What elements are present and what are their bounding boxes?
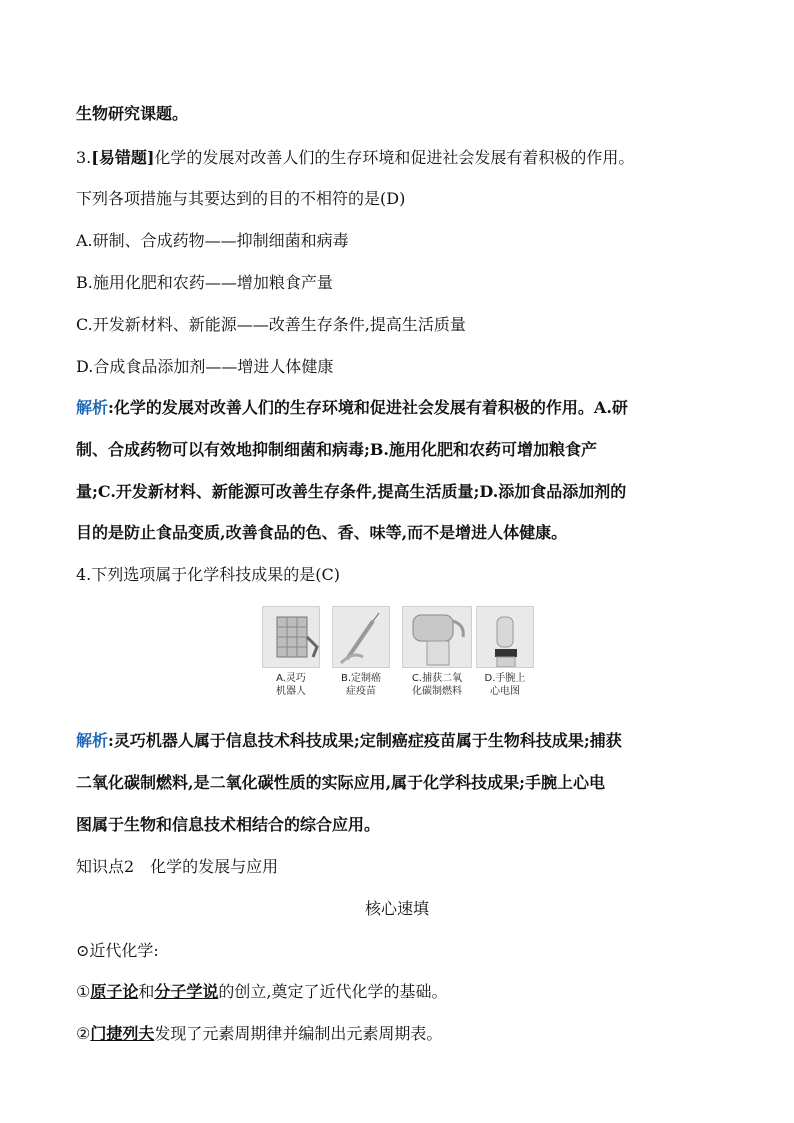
analysis-3-line-3: 量;C.开发新材料、新能源可改善生存条件,提高生活质量;D.添加食品添加剂的: [76, 482, 627, 501]
vaccine-syringe-image: [332, 606, 390, 668]
robot-cube-image: [262, 606, 320, 668]
text: 和: [138, 982, 155, 1001]
caption-line: C.捕获二氧: [411, 673, 463, 684]
option-b: B.施用化肥和农药——增加粮食产量: [76, 273, 333, 292]
analysis-text: :化学的发展对改善人们的生存环境和促进社会发展有着积极的作用。A.研: [108, 398, 628, 417]
item-marker: ①: [76, 982, 91, 1001]
analysis-4-line-2: 二氧化碳制燃料,是二氧化碳性质的实际应用,属于化学科技成果;手腕上心电: [76, 773, 606, 792]
question-4-stem: 4.下列选项属于化学科技成果的是(C): [76, 565, 340, 584]
blank-answer: 原子论: [90, 982, 139, 1001]
caption-line: 心电图: [490, 686, 520, 697]
modern-chemistry-item-1: [76, 982, 447, 1002]
modern-chemistry-title: ⊙近代化学:: [76, 941, 159, 960]
question-number: 3.: [76, 148, 92, 167]
question-4-figures: [262, 606, 534, 710]
item-marker: ②: [76, 1024, 91, 1043]
option-d: D.合成食品添加剂——增进人体健康: [76, 357, 334, 376]
question-text: 化学的发展对改善人们的生存环境和促进社会发展有着积极的作用。: [154, 148, 635, 167]
blank-answer: 门捷列夫: [90, 1024, 155, 1043]
option-c: C.开发新材料、新能源——改善生存条件,提高生活质量: [76, 315, 466, 334]
section-title: 核心速填: [364, 899, 429, 918]
error-prone-tag: [易错题]: [91, 148, 155, 167]
wrist-ecg-image: [476, 606, 534, 668]
question-3-stem-cont: 下列各项措施与其要达到的目的不相符的是(D): [76, 189, 406, 208]
analysis-4-line-3: 图属于生物和信息技术相结合的综合应用。: [76, 815, 381, 834]
caption-line: 化碳制燃料: [412, 686, 462, 697]
caption-line: 机器人: [276, 686, 306, 697]
modern-chemistry-item-2: [76, 1024, 442, 1044]
caption-line: A.灵巧: [276, 673, 306, 684]
figure-vaccine: [332, 606, 390, 698]
co2-capture-image: [402, 606, 472, 668]
caption-line: B.定制癌: [340, 673, 382, 684]
analysis-4-line-1: [76, 731, 622, 751]
knowledge-point-heading: 知识点2 化学的发展与应用: [76, 857, 279, 876]
text: 发现了元素周期律并编制出元素周期表。: [154, 1024, 443, 1043]
caption-line: 症疫苗: [346, 686, 376, 697]
question-3-stem: [76, 148, 634, 168]
analysis-text: :灵巧机器人属于信息技术科技成果;定制癌症疫苗属于生物科技成果;捕获: [108, 731, 622, 750]
figure-ecg-wrist: [476, 606, 534, 698]
figure-co2-fuel: [402, 606, 472, 698]
analysis-3-line-2: 制、合成药物可以有效地抑制细菌和病毒;B.施用化肥和农药可增加粮食产: [76, 440, 598, 459]
figure-robot: [262, 606, 320, 698]
blank-answer: 分子学说: [154, 982, 219, 1001]
text: 的创立,奠定了近代化学的基础。: [218, 982, 448, 1001]
analysis-3-line-4: 目的是防止食品变质,改善食品的色、香、味等,而不是增进人体健康。: [76, 523, 568, 542]
option-a: A.研制、合成药物——抑制细菌和病毒: [76, 231, 349, 250]
continued-text: 生物研究课题。: [76, 104, 189, 123]
analysis-label: 解析: [76, 731, 109, 750]
analysis-label: 解析: [76, 398, 109, 417]
analysis-3-line-1: [76, 398, 628, 418]
caption-line: D.手腕上: [484, 673, 526, 684]
